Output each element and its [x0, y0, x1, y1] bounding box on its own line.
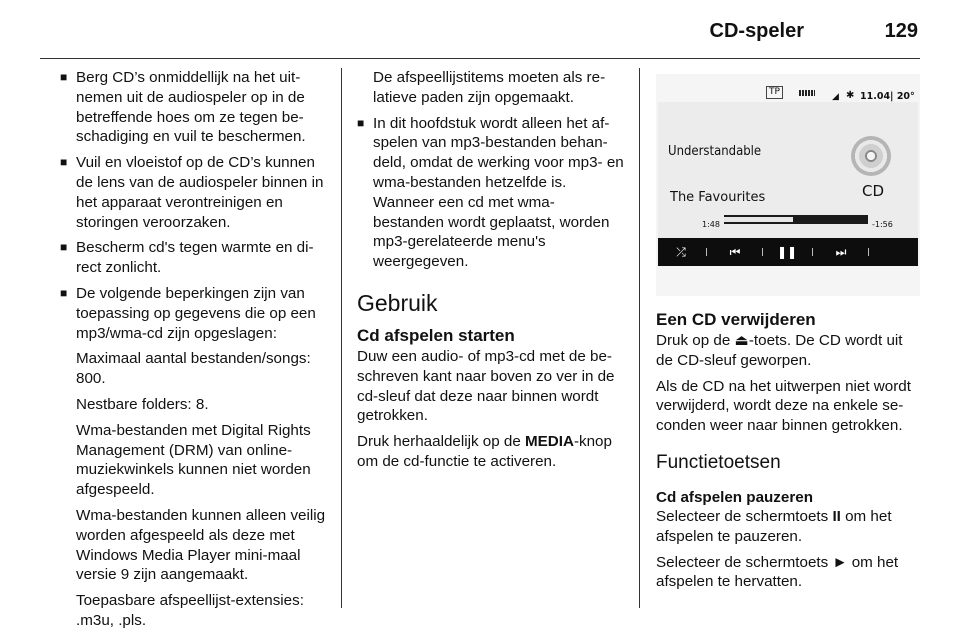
list-item: ■ Vuil en vloeistof op de CD’s kunnen de lens van de audiospeler binnen in het apparaat verontreinigen en storingen veroorzaken.: [60, 153, 328, 232]
column-right: [656, 68, 922, 598]
progress-bar[interactable]: [724, 215, 868, 224]
next-track-icon[interactable]: ⏭: [835, 245, 847, 259]
heading-gebruik: Gebruik: [357, 289, 438, 316]
column-divider: [341, 68, 342, 608]
control-separator: [868, 248, 869, 256]
heading-functietoetsen: Functietoetsen: [656, 451, 781, 473]
header-divider: [40, 58, 920, 59]
list-subitem: Wma-bestanden kunnen alleen veilig worden afgespeeld als deze met Windows Media Player mini-maal versie 9 zijn aangemaakt.: [76, 506, 326, 584]
signal-icon: ◢: [832, 92, 839, 102]
pause-symbol: II: [832, 507, 841, 525]
control-separator: [762, 248, 763, 256]
list-subitem: Wma-bestanden met Digital Rights Management (DRM) van online-muziekwinkels kunnen niet worden afgespeeld.: [76, 421, 311, 499]
source-label: CD: [862, 182, 885, 200]
list-subitem: Nestbare folders: 8.: [76, 395, 209, 413]
paragraph: De afspeellijstitems moeten als re-latieve paden zijn opgemaakt.: [373, 69, 606, 106]
paragraph: Druk herhaaldelijk op de MEDIA-knop om de cd-functie te activeren.: [357, 433, 612, 470]
list-subitem: Maximaal aantal bestanden/songs: 800.: [76, 350, 311, 388]
player-screen: [658, 102, 918, 266]
media-key-label: MEDIA: [525, 433, 574, 451]
list-item: ■ Berg CD’s onmiddellijk na het uit-nemen uit de audiospeler op in de betreffende hoes om ze tegen be-schadiging en vuil te beschermen.: [60, 68, 328, 147]
column-left: [60, 68, 328, 637]
eject-icon: ⏏: [734, 332, 749, 349]
paragraph: Druk op de ⏏-toets. De CD wordt uit de CD-sleuf geworpen.: [656, 332, 903, 369]
subheading-cd-starten: Cd afspelen starten: [357, 325, 515, 345]
control-separator: [812, 248, 813, 256]
battery-icon: [799, 90, 815, 96]
cd-player-display-illustration: [656, 74, 920, 296]
play-icon: ►: [832, 553, 848, 571]
progress-fill: [724, 217, 793, 222]
paragraph: Als de CD na het uitwerpen niet wordt verwijderd, wordt deze na enkele se-conden weer naar binnen getrokken.: [656, 377, 911, 435]
album-title: The Favourites: [670, 190, 766, 205]
column-divider: [639, 68, 640, 608]
list-subitem: Toepasbare afspeellijst-extensies: .m3u, .pls.: [76, 592, 304, 629]
list-item: ■ De volgende beperkingen zijn van toepassing op gegevens die op een mp3/wma-cd zijn opgeslagen:: [60, 284, 328, 343]
control-separator: [706, 248, 707, 256]
tp-badge: TP: [766, 86, 783, 99]
remaining-time: -1:56: [872, 220, 893, 229]
disc-icon: [851, 136, 891, 176]
track-title: Understandable: [668, 144, 762, 159]
bluetooth-icon: ✱: [846, 90, 855, 101]
page-header: [40, 10, 920, 60]
paragraph: Selecteer de schermtoets ► om het afspelen te hervatten.: [656, 553, 899, 591]
control-bar: [658, 238, 918, 266]
previous-track-icon[interactable]: ⏮: [729, 245, 741, 259]
paragraph: Duw een audio- of mp3-cd met de be-schreven kant naar boven zo ver in de cd-sleuf dat deze naar binnen wordt getrokken.: [357, 347, 615, 425]
subheading-pauzeren: Cd afspelen pauzeren: [656, 488, 813, 506]
list-item: ■ Bescherm cd's tegen warmte en di-rect zonlicht.: [60, 238, 328, 278]
pause-icon[interactable]: ❚❚: [776, 245, 798, 259]
list-item: ■ In dit hoofdstuk wordt alleen het af-spelen van mp3-bestanden behan-deld, omdat de werking voor mp3- en wma-bestanden hetzelfde is. Wanneer een cd met wma-bestanden wordt geplaatst, worden mp3-gerelateerde menu's weergegeven.: [357, 114, 625, 272]
paragraph: Selecteer de schermtoets II om het afspelen te pauzeren.: [656, 507, 892, 545]
heading-cd-verwijderen: Een CD verwijderen: [656, 310, 816, 329]
section-title: CD-speler: [709, 20, 804, 42]
clock-temperature: 11.04| 20°: [860, 91, 915, 102]
status-bar: [656, 74, 916, 102]
shuffle-icon[interactable]: ⤮: [676, 245, 686, 259]
page-number: 129: [884, 20, 918, 42]
column-middle: [357, 68, 625, 478]
elapsed-time: 1:48: [702, 220, 720, 229]
